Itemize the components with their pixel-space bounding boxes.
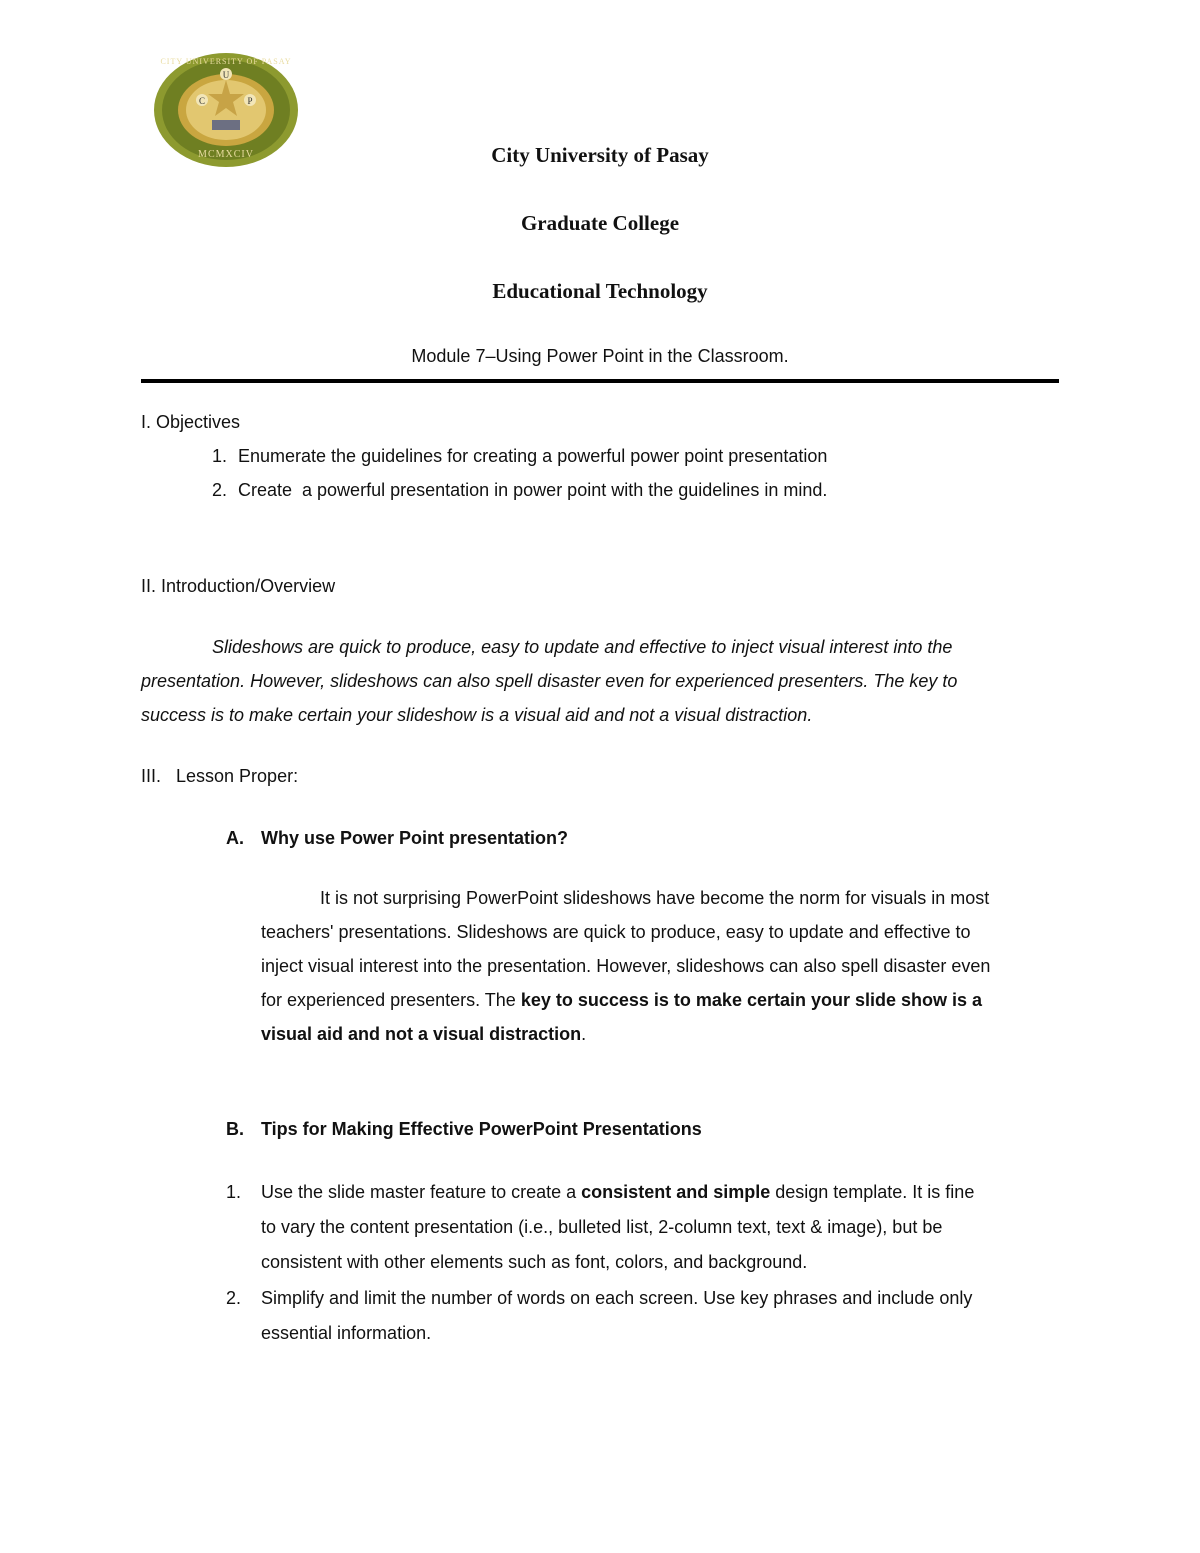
tip-number: 2. xyxy=(226,1288,242,1308)
tip-line: essential information. xyxy=(261,1323,432,1343)
svg-text:CITY UNIVERSITY OF PASAY: CITY UNIVERSITY OF PASAY xyxy=(160,57,292,66)
tip-text: Use the slide master feature to create a xyxy=(261,1182,582,1202)
tip-number: 1. xyxy=(226,1182,242,1202)
svg-text:P: P xyxy=(247,96,253,106)
section-a-line xyxy=(261,1017,586,1051)
objective-number: 1. xyxy=(212,446,228,466)
tip-emphasis: consistent and simple xyxy=(581,1182,771,1202)
section-a-text: . xyxy=(581,1024,587,1044)
svg-text:C: C xyxy=(198,96,206,106)
intro-line: presentation. However, slideshows can also spell disaster even for experienced presenters. The key to xyxy=(141,671,958,691)
objective-text: Enumerate the guidelines for creating a powerful power point presentation xyxy=(238,446,828,466)
module-title: Module 7–Using Power Point in the Classroom. xyxy=(411,346,789,366)
section-a-line: teachers' presentations. Slideshows are quick to produce, easy to update and effective to xyxy=(261,922,971,942)
section-a-title: Why use Power Point presentation? xyxy=(261,828,569,848)
tip-line: to vary the content presentation (i.e., bulleted list, 2-column text, text & image), but be xyxy=(261,1217,943,1237)
intro-heading: II. Introduction/Overview xyxy=(141,576,336,596)
objective-text: Create a powerful presentation in power point with the guidelines in mind. xyxy=(238,480,828,500)
section-b-label: B. xyxy=(226,1119,244,1139)
section-a-label: A. xyxy=(226,828,244,848)
section-b-title: Tips for Making Effective PowerPoint Presentations xyxy=(261,1119,702,1139)
intro-line: success is to make certain your slideshow is a visual aid and not a visual distraction. xyxy=(141,705,813,725)
lesson-heading: III. Lesson Proper: xyxy=(141,766,299,786)
intro-line: Slideshows are quick to produce, easy to update and effective to inject visual interest into the xyxy=(212,637,953,657)
college-name: Graduate College xyxy=(520,211,680,235)
section-a-emphasis: visual aid and not a visual distraction xyxy=(261,1024,582,1044)
section-a-line xyxy=(261,983,982,1017)
section-a-text: for experienced presenters. The xyxy=(261,990,521,1010)
program-name: Educational Technology xyxy=(492,279,708,303)
tip-line xyxy=(261,1175,974,1209)
objective-number: 2. xyxy=(212,480,228,500)
header-divider xyxy=(141,379,1059,383)
section-a-line: It is not surprising PowerPoint slideshows have become the norm for visuals in most xyxy=(320,888,990,908)
svg-text:U: U xyxy=(222,70,230,80)
tip-text: design template. It is fine xyxy=(770,1182,975,1202)
tip-line: consistent with other elements such as font, colors, and background. xyxy=(261,1252,808,1272)
tip-line: Simplify and limit the number of words on each screen. Use key phrases and include only xyxy=(261,1288,973,1308)
university-name: City University of Pasay xyxy=(491,143,709,167)
objectives-heading: I. Objectives xyxy=(141,412,241,432)
svg-text:MCMXCIV: MCMXCIV xyxy=(198,149,254,160)
section-a-line: inject visual interest into the presentation. However, slideshows can also spell disaster even xyxy=(261,956,991,976)
section-a-emphasis: key to success is to make certain your slide show is a xyxy=(520,990,983,1010)
